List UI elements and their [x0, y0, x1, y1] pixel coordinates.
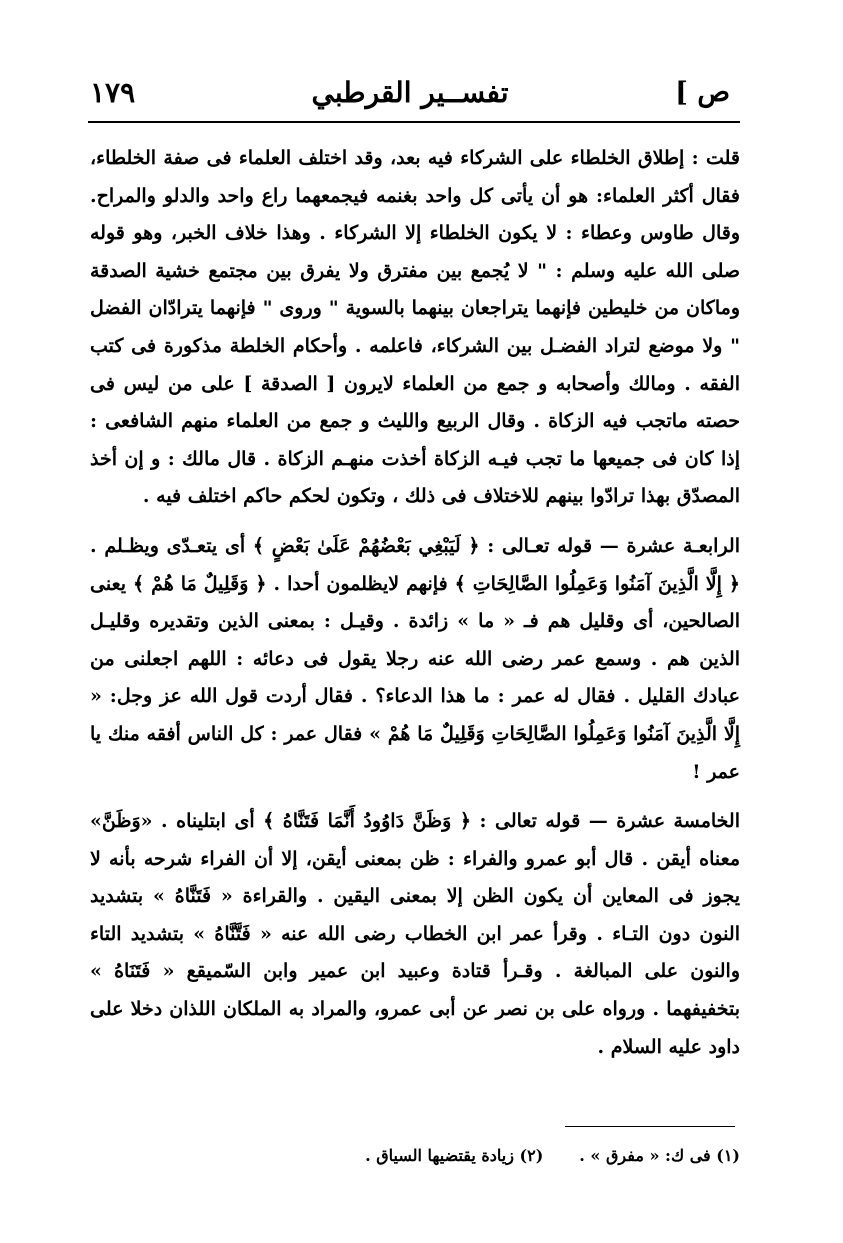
- page-number: ١٧٩: [90, 75, 136, 109]
- footnote: (١) فى ك: « مفرق » .: [579, 1146, 740, 1165]
- section-marker: ص ]: [675, 76, 730, 108]
- header-rule: [88, 121, 740, 123]
- footnote-rule: [565, 1126, 735, 1127]
- paragraph: الخامسة عشرة — قوله تعالى : ﴿ وَظَنَّ دَاوُودُ أَنَّمَا فَتَنَّاهُ ﴾ أى ابتليناه . «وَظَنَّ» معناه أيقن . قال أبو عمرو والفراء : ظن بمعنى أيقن، إلا أن الفراء شرحه بأنه لا يجوز فى المعاين أن يكون الظن إلا بمعنى اليقين . والقراءة « فَتَنَّاهُ » بتشديد النون دون التـاء . وقرأ عمر ابن الخطاب رضى الله عنه « فَتَّنَّاهُ » بتشديد التاء والنون على المبالغة . وقـرأ قتادة وعبيد ابن عمير وابن السّميقع « فَتَنَاهُ » بتخفيفهما . ورواه على بن نصر عن أبى عمرو، والمراد به الملكان اللذان دخلا على داود عليه السلام .: [90, 810, 740, 1058]
- paragraph: قلت : إطلاق الخلطاء على الشركاء فيه بعد، وقد اختلف العلماء فى صفة الخلطاء، فقال أكثر العلماء: هو أن يأتى كل واحد بغنمه فيجمعهما راع واحد والدلو والمراح. وقال طاوس وعطاء : لا يكون الخلطاء إلا الشركاء . وهذا خلاف الخبر، وهو قوله صلى الله عليه وسلم : " لا يُجمع بين مفترق ولا يفرق بين مجتمع خشية الصدقة وماكان من خليطين فإنهما يتراجعان بينهما بالسوية " وروى " فإنهما يترادّان الفضل " ولا موضع لتراد الفضـل بين الشركاء، فاعلمه . وأحكام الخلطة مذكورة فى كتب الفقه . ومالك وأصحابه و جمع من العلماء لايرون [ الصدقة ] على من ليس فى حصته ماتجب فيه الزكاة . وقال الربيع والليث و جمع من العلماء منهم الشافعى : إذا كان فى جميعها ما تجب فيـه الزكاة أخذت منهـم الزكاة . قال مالك : و إن أخذ المصدّق بهذا ترادّوا بينهم للاختلاف فى ذلك ، وتكون لحكم حاكم اختلف فيه .: [90, 147, 740, 508]
- book-title: تفســير القرطبي: [311, 75, 509, 109]
- main-text: [90, 140, 740, 1066]
- footnotes: [300, 1146, 740, 1165]
- paragraph: الرابعـة عشرة — قوله تعـالى : ﴿ لَيَبْغِي بَعْضُهُمْ عَلَىٰ بَعْضٍ ﴾ أى يتعـدّى ويظـلم . ﴿ إِلَّا الَّذِينَ آمَنُوا وَعَمِلُوا الصَّالِحَاتِ ﴾ فإنهم لايظلمون أحدا . ﴿ وَقَلِيلٌ مَا هُمْ ﴾ يعنى الصالحين، أى وقليل هم فـ « ما » زائدة . وقيـل : بمعنى الذين وتقديره وقليـل الذين هم . وسمع عمر رضى الله عنه رجلا يقول فى دعائه : اللهم اجعلنى من عبادك القليل . فقال له عمر : ما هذا الدعاء؟ . فقال أردت قول الله عز وجل: « إِلَّا الَّذِينَ آمَنُوا وَعَمِلُوا الصَّالِحَاتِ وَقَلِيلٌ مَا هُمْ » فقال عمر : كل الناس أفقه منك يا عمر !: [90, 534, 740, 783]
- footnote: (٢) زيادة يقتضيها السياق .: [365, 1146, 544, 1165]
- running-header: [90, 62, 730, 122]
